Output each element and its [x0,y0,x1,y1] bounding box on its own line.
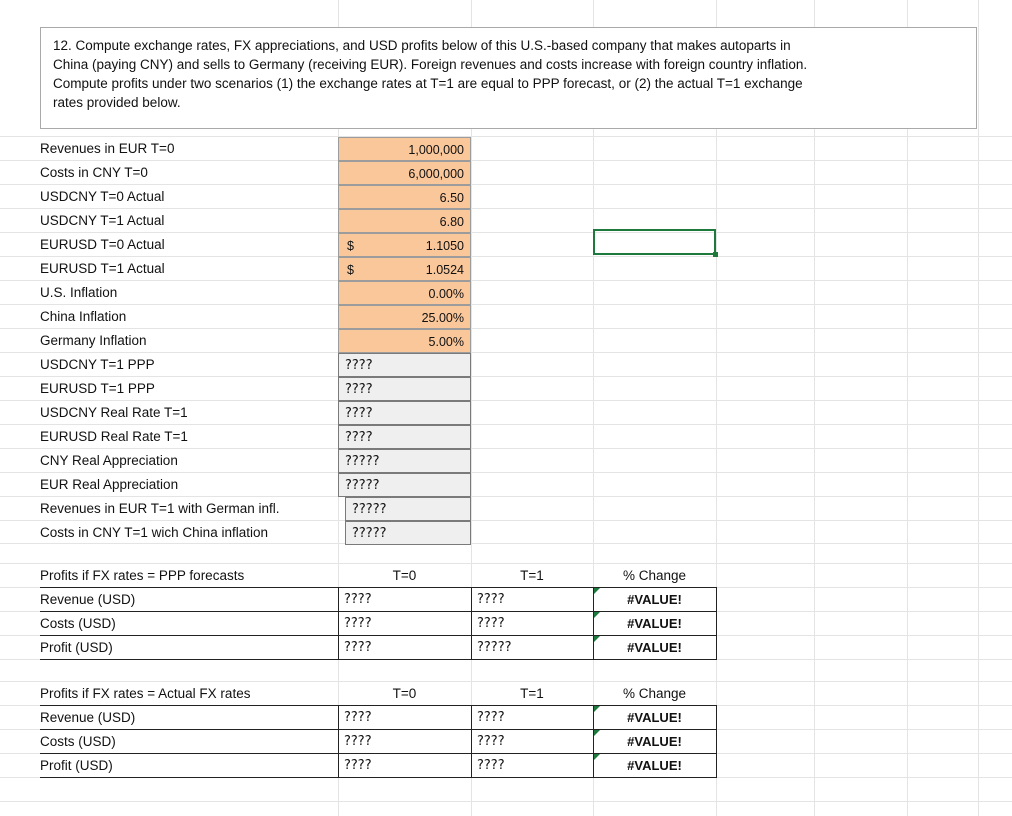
table-border [471,587,472,660]
question-line: 12. Compute exchange rates, FX appreciations, and USD profits below of this U.S.-based company that makes autoparts in [53,38,791,53]
row-label: Costs (USD) [40,734,116,749]
question-line: Compute profits under two scenarios (1) the exchange rates at T=1 are equal to PPP forecast, or (2) the actual T=1 exchange [53,76,803,91]
question-line: rates provided below. [53,95,181,110]
row-label: Profit (USD) [40,758,113,773]
calc-cell[interactable]: ????? [338,449,471,473]
input-label: U.S. Inflation [40,285,118,300]
calc-cell[interactable]: ???? [338,425,471,449]
error-indicator-icon [593,730,600,737]
value-cell[interactable]: ???? [477,592,505,607]
grid-row-line [0,801,1012,802]
calc-cell[interactable]: ????? [345,497,471,521]
column-header-t0: T=0 [392,686,417,701]
row-label: Revenue (USD) [40,592,136,607]
calc-label: CNY Real Appreciation [40,453,178,468]
active-cell-selection[interactable] [593,229,716,255]
table-border [471,705,472,778]
column-header-change: % Change [622,686,687,701]
currency-symbol: $ [347,263,354,277]
calc-label: Costs in CNY T=1 wich China inflation [40,525,268,540]
value-cell[interactable]: ???? [344,616,372,631]
input-cell[interactable]: $ 1.1050 [338,233,471,257]
table-border [40,777,716,778]
table-border [338,705,339,778]
input-cell[interactable]: 6.80 [338,209,471,233]
error-cell[interactable]: #VALUE! [593,588,716,612]
error-cell[interactable]: #VALUE! [593,636,716,660]
value-cell[interactable]: ???? [344,710,372,725]
input-label: Costs in CNY T=0 [40,165,148,180]
input-cell[interactable]: 0.00% [338,281,471,305]
table-border [40,705,716,706]
table-border [40,635,716,636]
error-indicator-icon [593,588,600,595]
grid-col-line [978,0,979,816]
calc-cell[interactable]: ???? [338,353,471,377]
calc-label: EURUSD T=1 PPP [40,381,155,396]
column-header-change: % Change [622,568,687,583]
table-border [593,705,594,778]
error-cell[interactable]: #VALUE! [593,730,716,754]
calc-label: USDCNY T=1 PPP [40,357,155,372]
table-title: Profits if FX rates = Actual FX rates [40,686,251,701]
error-cell[interactable]: #VALUE! [593,706,716,730]
error-indicator-icon [593,706,600,713]
value-cell[interactable]: ????? [477,640,512,655]
table-border [40,611,716,612]
column-header-t0: T=0 [392,568,417,583]
grid-row-line [0,328,1012,329]
value-cell[interactable]: ???? [344,734,372,749]
calc-label: EURUSD Real Rate T=1 [40,429,188,444]
table-border [716,705,717,778]
calc-cell[interactable]: ???? [338,401,471,425]
input-label: Revenues in EUR T=0 [40,141,175,156]
table-border [40,753,716,754]
input-cell[interactable]: 1,000,000 [338,137,471,161]
input-label: EURUSD T=0 Actual [40,237,165,252]
table-title: Profits if FX rates = PPP forecasts [40,568,245,583]
input-label: Germany Inflation [40,333,147,348]
table-border [40,659,716,660]
value-cell[interactable]: ???? [477,710,505,725]
input-cell[interactable]: 6.50 [338,185,471,209]
error-cell[interactable]: #VALUE! [593,754,716,778]
error-indicator-icon [593,754,600,761]
grid-row-line [0,304,1012,305]
value-cell[interactable]: ???? [344,640,372,655]
question-text-box[interactable] [40,27,977,129]
table-border [338,587,339,660]
value-cell[interactable]: ???? [477,734,505,749]
value-cell[interactable]: ???? [344,592,372,607]
calc-cell[interactable]: ????? [345,521,471,545]
calc-label: EUR Real Appreciation [40,477,179,492]
table-border [716,587,717,660]
input-label: USDCNY T=0 Actual [40,189,165,204]
row-label: Profit (USD) [40,640,113,655]
calc-label: Revenues in EUR T=1 with German infl. [40,501,280,516]
currency-symbol: $ [347,239,354,253]
table-border [40,729,716,730]
question-line: China (paying CNY) and sells to Germany (receiving EUR). Foreign revenues and costs increase with foreign country inflation. [53,57,808,72]
error-indicator-icon [593,636,600,643]
value-cell[interactable]: ???? [477,758,505,773]
calc-cell[interactable]: ????? [338,473,471,497]
input-label: EURUSD T=1 Actual [40,261,165,276]
input-cell[interactable]: 25.00% [338,305,471,329]
error-cell[interactable]: #VALUE! [593,612,716,636]
fill-handle[interactable] [713,252,718,257]
value-cell[interactable]: ???? [344,758,372,773]
calc-label: USDCNY Real Rate T=1 [40,405,188,420]
row-label: Revenue (USD) [40,710,136,725]
input-label: USDCNY T=1 Actual [40,213,165,228]
row-label: Costs (USD) [40,616,116,631]
input-cell[interactable]: 5.00% [338,329,471,353]
table-border [40,587,716,588]
column-header-t1: T=1 [520,568,544,583]
input-cell[interactable]: $ 1.0524 [338,257,471,281]
calc-cell[interactable]: ???? [338,377,471,401]
column-header-t1: T=1 [520,686,544,701]
value-cell[interactable]: ???? [477,616,505,631]
table-border [593,587,594,660]
input-cell[interactable]: 6,000,000 [338,161,471,185]
error-indicator-icon [593,612,600,619]
input-label: China Inflation [40,309,127,324]
